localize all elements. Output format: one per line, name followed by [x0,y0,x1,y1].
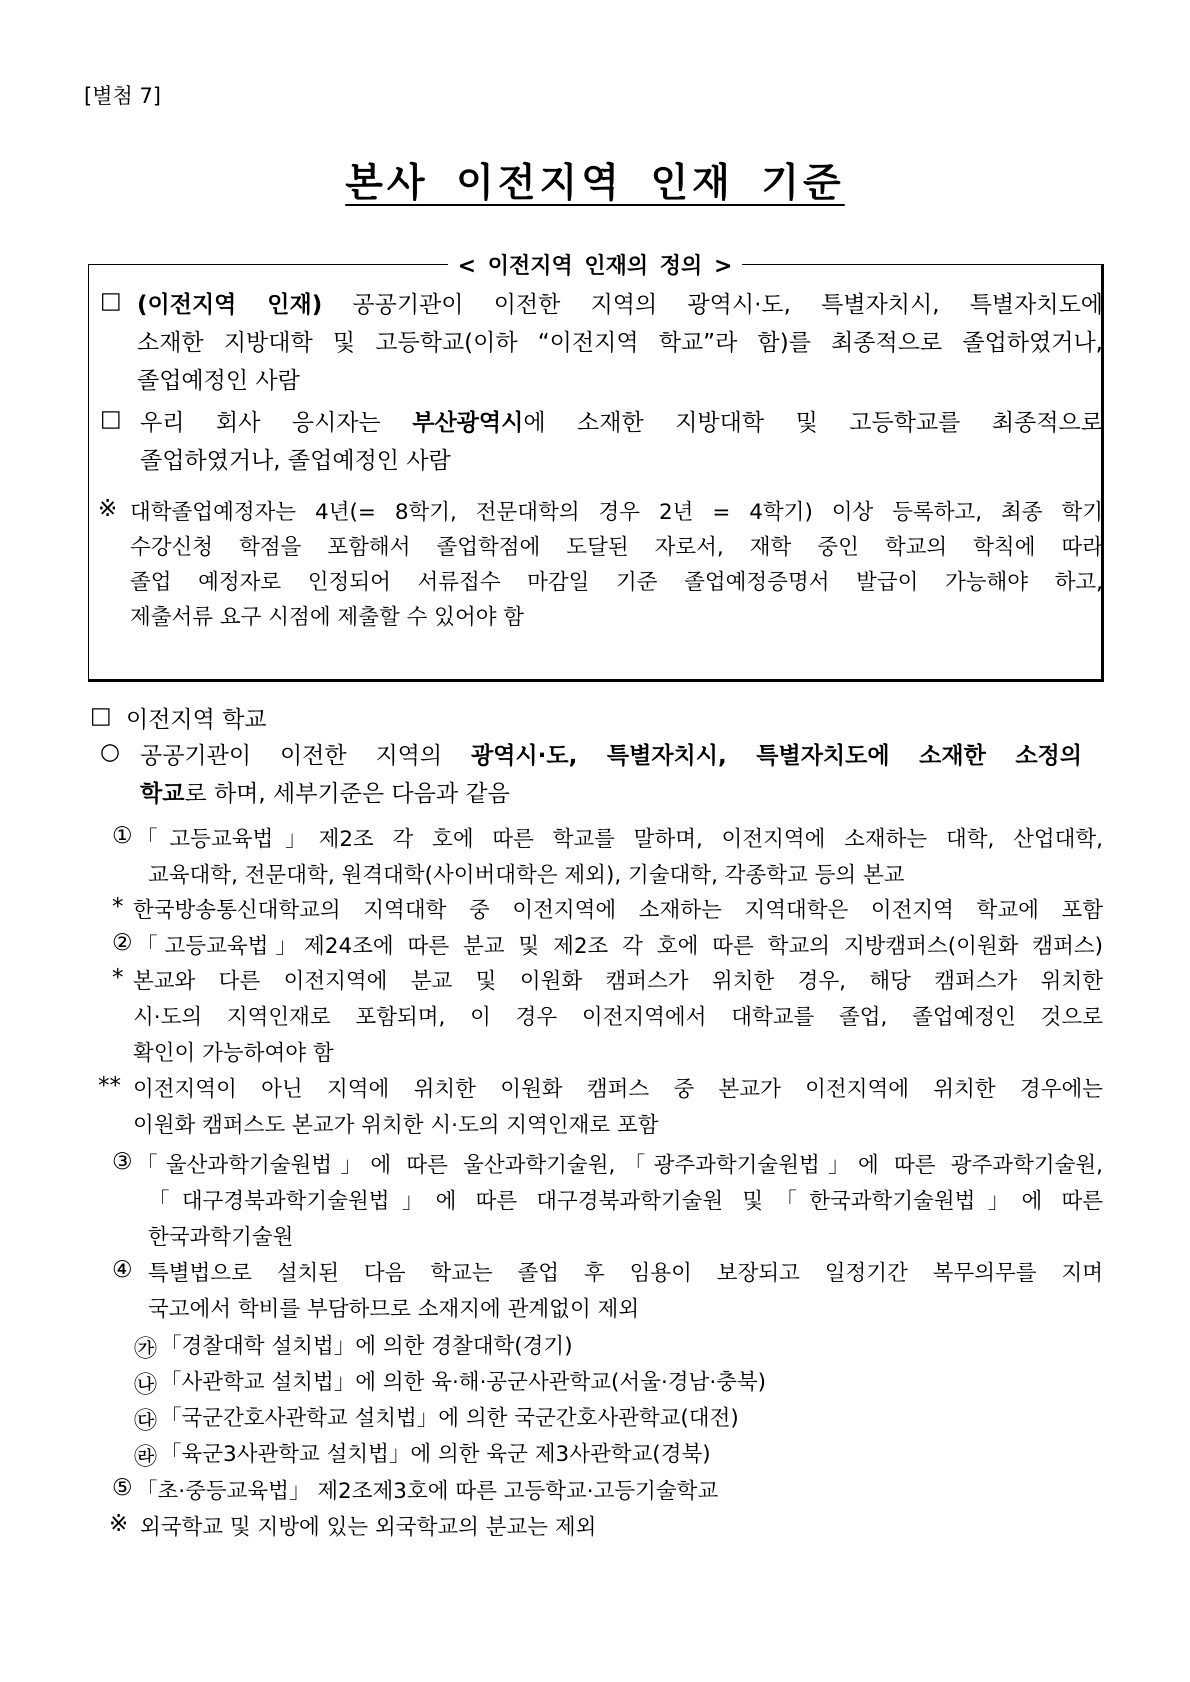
number-marker: ③ [112,1149,133,1175]
subitem-text: 「국군간호사관학교 설치법」에 의한 국군간호사관학교(대전) [160,1406,739,1431]
subitem-text: 「경찰대학 설치법」에 의한 경찰대학(경기) [160,1334,573,1359]
bold-term: 학교 [140,781,185,807]
item-4-line-1: 특별법으로 설치된 다음 학교는 졸업 후 임용이 보장되고 일정기간 복무의무를 지며 [148,1261,1103,1286]
bold-term: 광역시·도, 특별자치시, 특별자치도에 소재한 소정의 [470,743,1082,769]
definition-item-1-line-2: 소재한 지방대학 및 고등학교(이하 “이전지역 학교”라 함)를 최종적으로 졸업하였거나, [137,330,1103,356]
note-marker: ※ [98,496,118,522]
item-1-line-2: 교육대학, 전문대학, 원격대학(사이버대학은 제외), 기술대학, 각종학교 등의 본교 [148,863,905,888]
checkbox-marker: □ [100,406,122,432]
schools-circle-line-1 [140,737,1082,770]
bold-term: (이전지역 인재) [137,292,323,318]
definition-item-2-line-1 [140,404,1103,437]
number-marker: ② [112,930,133,956]
bold-term: 부산광역시 [412,410,524,436]
note-marker: ※ [109,1511,129,1537]
definition-item-1-line-1 [137,286,1103,319]
definition-box-heading [0,249,1190,280]
item-3-line-2: 「대구경북과학기술원법」에 따른 대구경북과학기술원 및「한국과학기술원법」에 따른 [148,1189,1103,1214]
note-2-line-1: 본교와 다른 이전지역에 분교 및 이원화 캠퍼스가 위치한 경우, 해당 캠퍼스가 위치한 [133,969,1103,994]
final-note-text: 외국학교 및 지방에 있는 외국학교의 분교는 제외 [140,1515,597,1540]
note-2-line-3: 확인이 가능하여야 함 [133,1041,334,1066]
subitem-marker: ㉯ [134,1372,157,1398]
subitem-marker: ㉮ [134,1336,157,1362]
text-span: 에 소재한 지방대학 및 고등학교를 최종적으로 [523,410,1103,436]
schools-circle-line-2 [140,775,510,808]
item-1-line-1: 「고등교육법」제2조 각 호에 따른 학교를 말하며, 이전지역에 소재하는 대학, 산업대학, [136,827,1103,852]
asterisk-marker: * [112,965,124,991]
definition-note-line-4: 제출서류 요구 시점에 제출할 수 있어야 함 [130,605,525,630]
subitem-marker: ㉱ [134,1444,157,1470]
page-title [0,152,1190,208]
text-span: 공공기관이 이전한 지역의 광역시·도, 특별자치시, 특별자치도에 [322,292,1104,318]
item-4-line-2: 국고에서 학비를 부담하므로 소재지에 관계없이 제외 [148,1297,640,1322]
asterisk-marker: * [112,894,124,920]
item-2-line-1: 「고등교육법」제24조에 따른 분교 및 제2조 각 호에 따른 학교의 지방캠퍼스(이원화 캠퍼스) [136,934,1103,959]
checkbox-marker: □ [90,703,112,729]
page-title-text: 본사 이전지역 인재 기준 [345,161,845,206]
subitem-text: 「육군3사관학교 설치법」에 의한 육군 제3사관학교(경북) [160,1442,711,1467]
item-5-line-1: 「초·중등교육법」 제2조제3호에 따른 고등학교·고등기술학교 [136,1479,719,1504]
double-asterisk-marker: ** [98,1073,121,1099]
subitem-text: 「사관학교 설치법」에 의한 육·해·공군사관학교(서울·경남·충북) [160,1370,767,1395]
text-span: 공공기관이 이전한 지역의 [140,743,471,769]
definition-note-line-2: 수강신청 학점을 포함해서 졸업학점에 도달된 자로서, 재학 중인 학교의 학칙에 따라 [130,535,1103,560]
schools-heading: 이전지역 학교 [126,707,267,733]
note-1-line-1: 한국방송통신대학교의 지역대학 중 이전지역에 소재하는 지역대학은 이전지역 학교에 포함 [133,898,1103,923]
note-3-line-1: 이전지역이 아닌 지역에 위치한 이원화 캠퍼스 중 본교가 이전지역에 위치한 경우에는 [133,1077,1103,1102]
circle-marker: ○ [100,739,121,765]
checkbox-marker: □ [100,288,122,314]
text-span: 로 하며, 세부기준은 다음과 같음 [184,781,510,807]
definition-box-heading-text: < 이전지역 인재의 정의 > [448,254,743,279]
note-2-line-2: 시·도의 지역인재로 포함되며, 이 경우 이전지역에서 대학교를 졸업, 졸업예정인 것으로 [133,1005,1103,1030]
item-3-line-3: 한국과학기술원 [148,1225,294,1250]
definition-note-line-1: 대학졸업예정자는 4년(= 8학기, 전문대학의 경우 2년 = 4학기) 이상 등록하고, 최종 학기 [130,500,1103,525]
attachment-label: [별첨 7] [84,84,161,108]
subitem-marker: ㉰ [134,1408,157,1434]
text-span: 우리 회사 응시자는 [140,410,413,436]
number-marker: ① [112,823,133,849]
note-3-line-2: 이원화 캠퍼스도 본교가 위치한 시·도의 지역인재로 포함 [133,1113,659,1138]
number-marker: ④ [112,1257,133,1283]
definition-item-2-line-2: 졸업하였거나, 졸업예정인 사람 [140,448,451,474]
item-3-line-1: 「울산과학기술원법」에 따른 울산과학기술원,「광주과학기술원법」에 따른 광주과학기술원, [136,1153,1103,1178]
definition-note-line-3: 졸업 예정자로 인정되어 서류접수 마감일 기준 졸업예정증명서 발급이 가능해야 하고, [130,570,1103,595]
number-marker: ⑤ [112,1475,133,1501]
definition-item-1-line-3: 졸업예정인 사람 [137,368,300,394]
